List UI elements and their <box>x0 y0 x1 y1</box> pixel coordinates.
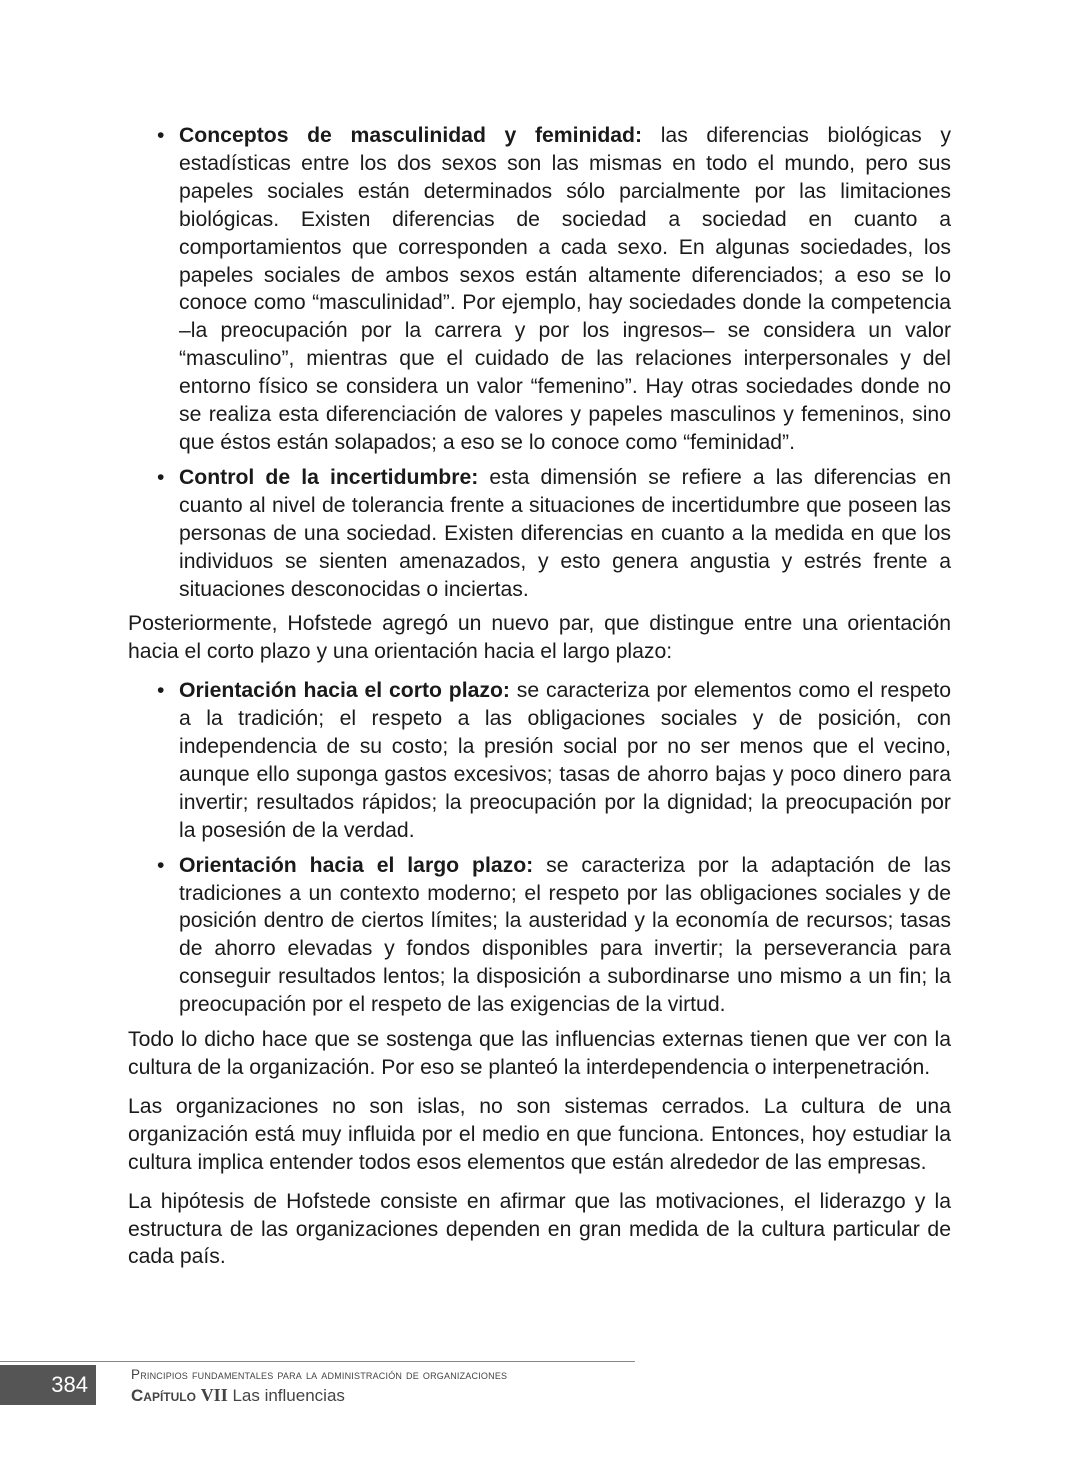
bullet-icon: • <box>157 679 165 703</box>
bullet-icon: • <box>157 465 165 489</box>
bullet-icon: • <box>157 853 165 877</box>
bullet-text: esta dimensión se refiere a las diferencias en cuanto al nivel de tolerancia frente a situaciones de incertidumbre que poseen las personas de una sociedad. Existen diferencias en cuanto a la medida en que los individuos se sienten amenazados, y esto genera angustia y estrés frente a situaciones desconocidas o inciertas. <box>179 465 951 601</box>
footer-divider <box>0 1361 635 1362</box>
paragraph: Posteriormente, Hofstede agregó un nuevo par, que distingue entre una orientación hacia el corto plazo y una orientación hacia el largo plazo: <box>128 612 951 664</box>
paragraph: Todo lo dicho hace que se sostenga que las influencias externas tienen que ver con la cultura de la organización. Por eso se planteó la interdependencia o interpenetración. <box>128 1028 951 1079</box>
paragraph: La hipótesis de Hofstede consiste en afirmar que las motivaciones, el liderazgo y la estructura de las organizaciones dependen en gran medida de la cultura particular de cada país. <box>128 1189 951 1269</box>
chapter-label: Capítulo <box>131 1386 196 1405</box>
bullet-term: Conceptos de masculinidad y feminidad: <box>179 124 643 147</box>
list-item <box>128 677 951 844</box>
list-item <box>128 122 951 457</box>
bullet-text: las diferencias biológicas y estadísticas entre los dos sexos son las mismas en todo el mundo, pero sus papeles sociales están determinados sólo parcialmente por las limitaciones biológicas. Existen diferencias de sociedad a sociedad en cuanto a comportamientos que corresponden a cada sexo. En algunas sociedades, los papeles sociales de ambos sexos están altamente diferenciados; a eso se lo conoce como “masculinidad”. Por ejemplo, hay sociedades donde la competencia –la preocupación por la carrera y por los ingresos– se considera un valor “masculino”, mientras que el cuidado de las relaciones interpersonales y del entorno físico se considera un valor “femenino”. Hay otras sociedades donde no se realiza esta diferenciación de valores y papeles masculinos y femeninos, sino que éstos están solapados; a eso se lo conoce como “feminidad”. <box>179 124 951 454</box>
running-footer <box>131 1366 507 1407</box>
chapter-line <box>131 1384 507 1407</box>
bullet-term: Orientación hacia el largo plazo: <box>179 853 534 877</box>
chapter-number: VII <box>200 1385 228 1405</box>
bullet-text: se caracteriza por la adaptación de las tradiciones a un contexto moderno; el respeto por las obligaciones sociales y de posición dentro de ciertos límites; la austeridad y la economía de recursos; tasas de ahorro elevadas y fondos disponibles para invertir; la perseverancia para conseguir resultados lentos; la disposición a subordinarse uno mismo a un fin; la preocupación por el respeto de las exigencias de la virtud. <box>179 853 951 1017</box>
bullet-text: se caracteriza por elementos como el respeto a la tradición; el respeto a las obligaciones sociales y de posición, con independencia de su costo; la presión social por no ser menos que el vecino, aunque ello suponga gastos excesivos; tasas de ahorro bajas y poco dinero para invertir; resultados rápidos; la preocupación por la dignidad; la preocupación por la posesión de la verdad. <box>179 679 951 842</box>
bullet-term: Control de la incertidumbre: <box>179 465 479 489</box>
page-number: 384 <box>0 1365 96 1405</box>
page-body <box>128 122 951 1282</box>
chapter-title: Las influencias <box>232 1386 345 1405</box>
book-title: Principios fundamentales para la administración de organizaciones <box>131 1367 508 1382</box>
bullet-term: Orientación hacia el corto plazo: <box>179 679 510 703</box>
bullet-list-dimensions <box>128 122 951 603</box>
paragraph: Las organizaciones no son islas, no son sistemas cerrados. La cultura de una organización está muy influida por el medio en que funciona. Entonces, hoy estudiar la cultura implica entender todos esos elementos que están alrededor de las empresas. <box>128 1094 951 1174</box>
bullet-list-orientation <box>128 677 951 1019</box>
bullet-icon: • <box>157 124 165 147</box>
list-item <box>128 464 951 604</box>
list-item <box>128 852 951 1019</box>
